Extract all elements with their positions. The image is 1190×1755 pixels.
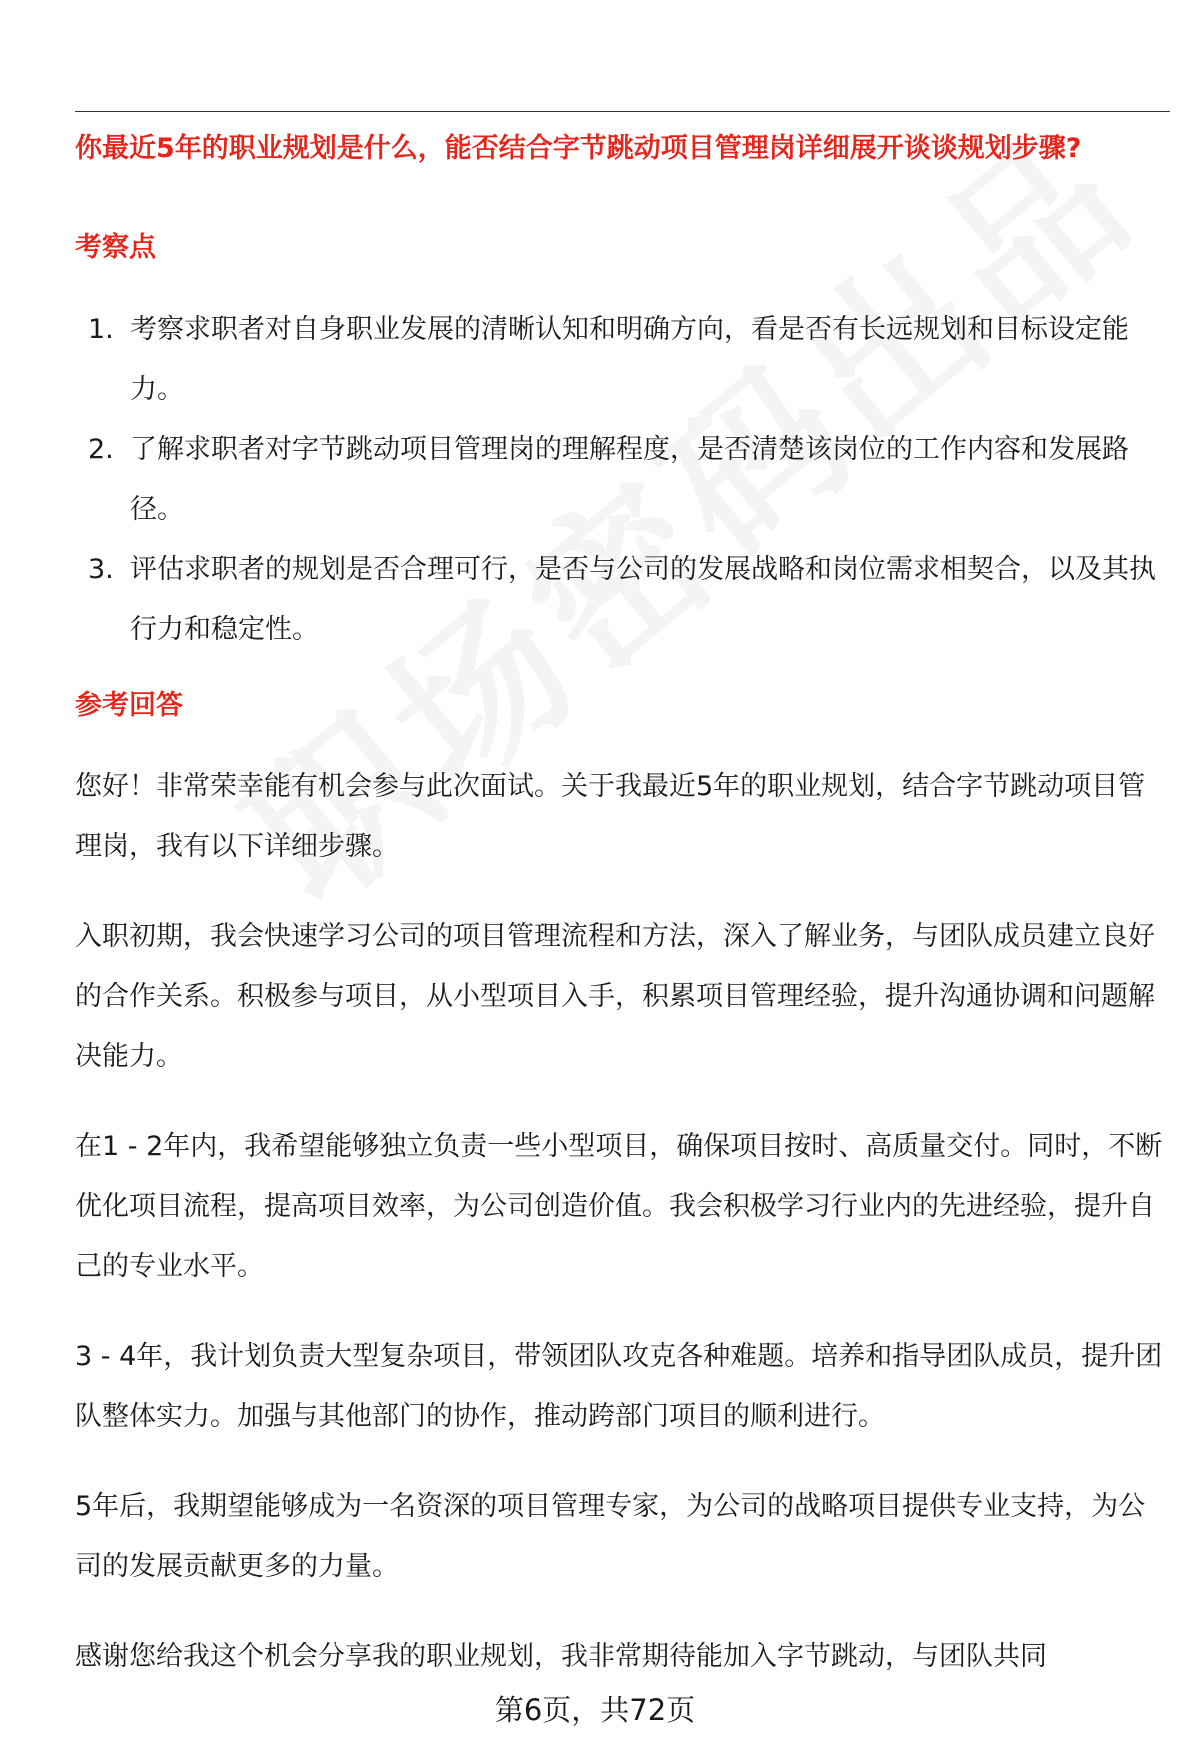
section-heading-points: 考察点 [75,232,156,263]
list-item [75,540,1165,660]
question-title: 你最近5年的职业规划是什么，能否结合字节跳动项目管理岗详细展开谈谈规划步骤? [75,133,1082,164]
answer-paragraph: 5年后，我期望能够成为一名资深的项目管理专家，为公司的战略项目提供专业支持，为公司的发展贡献更多的力量。 [75,1491,1146,1582]
list-item-number: 3. [88,554,114,585]
points-list [75,300,1165,660]
list-item-text: 评估求职者的规划是否合理可行，是否与公司的发展战略和岗位需求相契合，以及其执行力和稳定性。 [130,554,1156,645]
section-heading-answer: 参考回答 [75,690,183,721]
answer-paragraph: 感谢您给我这个机会分享我的职业规划，我非常期待能加入字节跳动，与团队共同 [75,1641,1047,1672]
list-item [75,300,1165,420]
page-number-footer: 第6页，共72页 [494,1693,696,1727]
top-divider [75,111,1170,112]
list-item-number: 2. [88,434,114,465]
list-item-number: 1. [88,314,114,345]
list-item-text: 考察求职者对自身职业发展的清晰认知和明确方向，看是否有长远规划和目标设定能力。 [130,314,1129,405]
answer-paragraph: 3 - 4年，我计划负责大型复杂项目，带领团队攻克各种难题。培养和指导团队成员，提升团队整体实力。加强与其他部门的协作，推动跨部门项目的顺利进行。 [75,1341,1163,1432]
list-item [75,420,1165,540]
answer-paragraph: 入职初期，我会快速学习公司的项目管理流程和方法，深入了解业务，与团队成员建立良好的合作关系。积极参与项目，从小型项目入手，积累项目管理经验，提升沟通协调和问题解决能力。 [75,921,1155,1072]
list-item-text: 了解求职者对字节跳动项目管理岗的理解程度，是否清楚该岗位的工作内容和发展路径。 [130,434,1129,525]
answer-paragraph: 在1 - 2年内，我希望能够独立负责一些小型项目，确保项目按时、高质量交付。同时，不断优化项目流程，提高项目效率，为公司创造价值。我会积极学习行业内的先进经验，提升自己的专业水平。 [75,1131,1163,1282]
answer-paragraph: 您好！非常荣幸能有机会参与此次面试。关于我最近5年的职业规划，结合字节跳动项目管理岗，我有以下详细步骤。 [75,771,1146,862]
